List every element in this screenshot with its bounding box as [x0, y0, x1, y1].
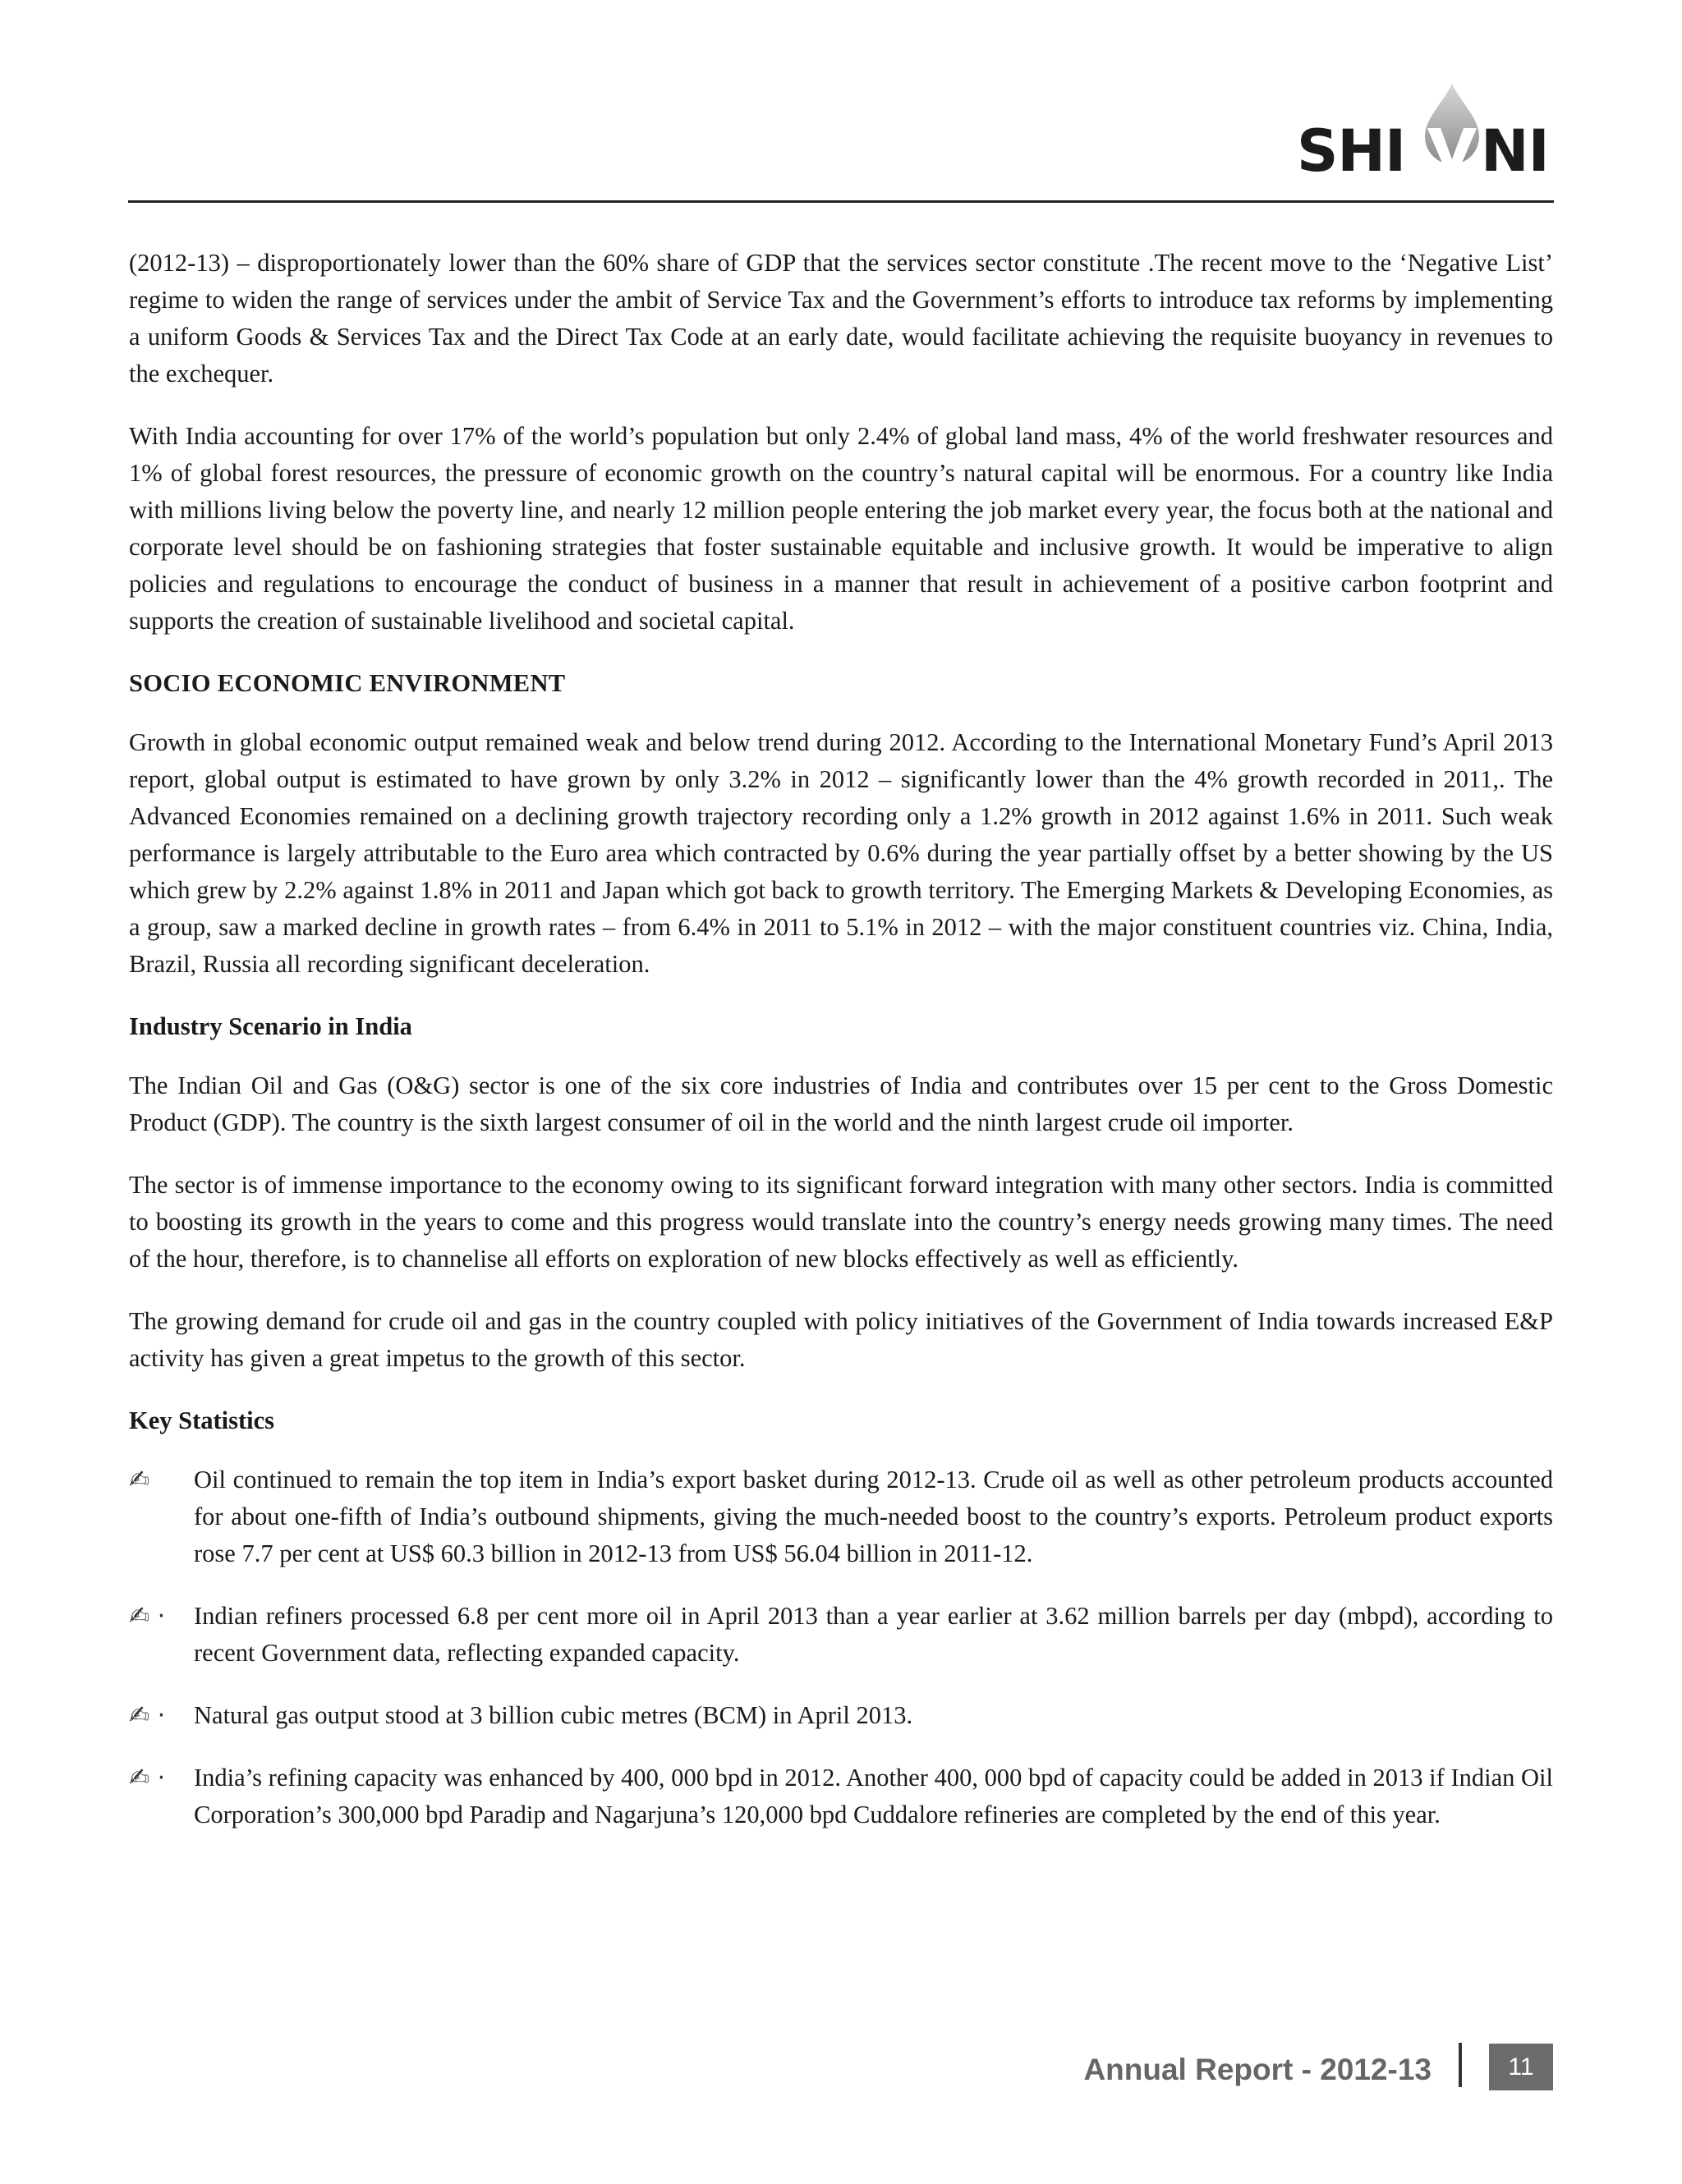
list-item-text: Indian refiners processed 6.8 per cent more oil in April 2013 than a year earlier at 3.62 million barrels per day (mbpd), according to recent Government data, reflecting expanded capacity. — [194, 1602, 1553, 1667]
industry-paragraph-1: The Indian Oil and Gas (O&G) sector is one of the six core industries of India and contributes over 15 per cent to the Gross Domestic Product (GDP). The country is the sixth largest consumer of oil in the world and the ninth largest crude oil importer. — [129, 1071, 1553, 1136]
footer-report-title: Annual Report - 2012-13 — [1083, 2053, 1432, 2086]
key-statistics-heading: Key Statistics — [129, 1406, 275, 1434]
industry-scenario-heading: Industry Scenario in India — [129, 1012, 412, 1040]
list-item-text: Oil continued to remain the top item in India’s export basket during 2012-13. Crude oil as well as other petroleum products accounted for about one-fifth of India’s outbound shipments, giving the much-needed boost to the country’s exports. Petroleum product exports rose 7.7 per cent at US$ 60.3 billion in 2012-13 from US$ 56.04 billion in 2011-12. — [194, 1466, 1553, 1567]
list-item — [129, 1760, 1553, 1833]
footer-divider — [1459, 2043, 1462, 2087]
socio-economic-heading: SOCIO ECONOMIC ENVIRONMENT — [129, 669, 566, 697]
writing-hand-icon: ✍ · — [129, 1602, 166, 1631]
socio-economic-paragraph: Growth in global economic output remained weak and below trend during 2012. According to the International Monetary Fund’s April 2013 report, global output is estimated to have grown by only 3.2% in 2012 – significantly lower than the 4% growth recorded in 2011,. The Advanced Economies remained on a declining growth trajectory recording only a 1.2% growth in 2012 against 1.6% in 2011. Such weak performance is largely attributable to the Euro area which contracted by 0.6% during the year partially offset by a better showing by the US which grew by 2.2% against 1.8% in 2011 and Japan which got back to growth territory. The Emerging Markets & Developing Economies, as a group, saw a marked decline in growth rates – from 6.4% in 2011 to 5.1% in 2012 – with the major constituent countries viz. China, India, Brazil, Russia all recording significant deceleration. — [129, 728, 1553, 978]
intro-paragraph-2: With India accounting for over 17% of the world’s population but only 2.4% of global land mass, 4% of the world freshwater resources and 1% of global forest resources, the pressure of economic growth on the country’s natural capital will be enormous. For a country like India with millions living below the poverty line, and nearly 12 million people entering the job market every year, the focus both at the national and corporate level should be on fashioning strategies that foster sustainable equitable and inclusive growth. It would be imperative to align policies and regulations to encourage the conduct of business in a manner that result in achievement of a positive carbon footprint and supports the creation of sustainable livelihood and societal capital. — [129, 422, 1553, 635]
industry-paragraph-3: The growing demand for crude oil and gas in the country coupled with policy initiatives of the Government of India towards increased E&P activity has given a great impetus to the growth of this sector. — [129, 1307, 1553, 1372]
company-logo — [1294, 82, 1556, 181]
list-item — [129, 1697, 1553, 1734]
header-rule — [128, 200, 1554, 203]
list-item-text: Natural gas output stood at 3 billion cubic metres (BCM) in April 2013. — [194, 1701, 913, 1729]
list-item — [129, 1461, 1553, 1572]
industry-paragraph-2: The sector is of immense importance to the economy owing to its significant forward integration with many other sectors. India is committed to boosting its growth in the years to come and this progress would translate into the country’s energy needs growing many times. The need of the hour, therefore, is to channelise all efforts on exploration of new blocks effectively as well as efficiently. — [129, 1171, 1553, 1273]
list-item — [129, 1598, 1553, 1672]
report-body — [129, 245, 1553, 1859]
svg-text:NI: NI — [1481, 117, 1549, 181]
svg-text:SHI: SHI — [1297, 117, 1406, 181]
key-statistics-list — [129, 1461, 1553, 1833]
list-item-text: India’s refining capacity was enhanced by 400, 000 bpd in 2012. Another 400, 000 bpd of capacity could be added in 2013 if Indian Oil Corporation’s 300,000 bpd Paradip and Nagarjuna’s 120,000 bpd Cuddalore refineries are completed by the end of this year. — [194, 1764, 1553, 1828]
writing-hand-icon: ✍ · — [129, 1764, 166, 1792]
intro-paragraph-1: (2012-13) – disproportionately lower than the 60% share of GDP that the services sector constitute .The recent move to the ‘Negative List’ regime to widen the range of services under the ambit of Service Tax and the Government’s efforts to introduce tax reforms by implementing a uniform Goods & Services Tax and the Direct Tax Code at an early date, would facilitate achieving the requisite buoyancy in revenues to the exchequer. — [129, 249, 1553, 388]
shivani-logo-icon — [1294, 82, 1556, 181]
writing-hand-icon: ✍ · — [129, 1701, 166, 1730]
page-number-badge: 11 — [1489, 2044, 1553, 2090]
writing-hand-icon: ✍ — [129, 1466, 150, 1494]
